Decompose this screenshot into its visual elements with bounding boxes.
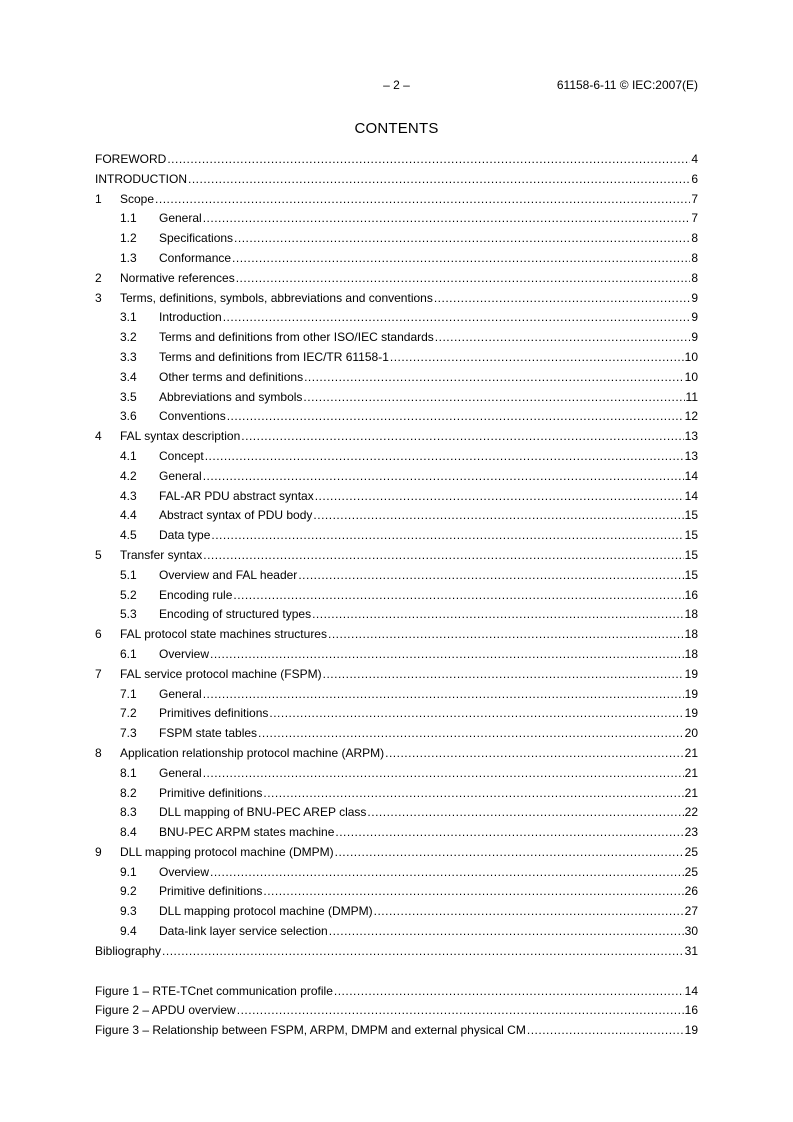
toc-entry[interactable] bbox=[95, 388, 698, 408]
toc-entry-title: Transfer syntax bbox=[120, 547, 203, 562]
toc-entry-title: General bbox=[159, 765, 202, 780]
figure-list-entry[interactable] bbox=[95, 1021, 698, 1041]
toc-entry-page: 18 bbox=[684, 646, 698, 661]
dot-leader bbox=[203, 546, 683, 566]
toc-entry-page: 19 bbox=[684, 686, 698, 701]
dot-leader bbox=[385, 744, 684, 764]
toc-entry-title: FOREWORD bbox=[95, 152, 167, 166]
toc-entry[interactable] bbox=[95, 348, 698, 368]
toc-entry-page: 9 bbox=[691, 330, 698, 345]
toc-entry-title: Concept bbox=[159, 448, 204, 463]
toc-entry[interactable] bbox=[95, 863, 698, 883]
toc-entry-number: 5.2 bbox=[120, 587, 137, 602]
toc-entry-page: 16 bbox=[684, 587, 698, 602]
dot-leader bbox=[237, 1001, 684, 1021]
toc-entry-page: 15 bbox=[684, 508, 698, 523]
toc-entry-page: 10 bbox=[684, 349, 698, 364]
toc-entry-number: 8 bbox=[95, 745, 102, 760]
toc-entry-title: General bbox=[159, 468, 202, 483]
dot-leader bbox=[367, 803, 683, 823]
toc-entry-title: Figure 1 – RTE-TCnet communication profile bbox=[95, 983, 333, 998]
toc-entry-number: 8.3 bbox=[120, 805, 137, 820]
toc-entry-number: 4.1 bbox=[120, 448, 137, 463]
dot-leader bbox=[390, 348, 684, 368]
dot-leader bbox=[435, 328, 691, 348]
toc-entry-number: 4.5 bbox=[120, 528, 137, 543]
toc-entry-title: FAL protocol state machines structures bbox=[120, 627, 327, 642]
dot-leader bbox=[236, 269, 691, 289]
toc-entry-number: 5.1 bbox=[120, 567, 137, 582]
toc-entry-page: 22 bbox=[684, 805, 698, 820]
toc-entry-number: 5 bbox=[95, 547, 102, 562]
toc-entry-page: 14 bbox=[684, 983, 698, 998]
toc-entry-page: 9 bbox=[691, 290, 698, 305]
toc-entry-number: 9.2 bbox=[120, 884, 137, 899]
toc-entry-title: Primitive definitions bbox=[159, 884, 263, 899]
toc-entry[interactable] bbox=[95, 843, 698, 863]
toc-entry-number: 1.3 bbox=[120, 250, 137, 265]
toc-entry-number: 1.1 bbox=[120, 211, 137, 226]
toc-entry-page: 30 bbox=[684, 924, 698, 939]
toc-entry-number: 7 bbox=[95, 666, 102, 681]
dot-leader bbox=[329, 922, 684, 942]
toc-entry-title: DLL mapping of BNU-PEC AREP class bbox=[159, 805, 367, 820]
toc-entry[interactable] bbox=[95, 170, 698, 190]
toc-entry[interactable] bbox=[95, 289, 698, 309]
toc-entry-number: 7.2 bbox=[120, 706, 137, 721]
toc-entry-title: Scope bbox=[120, 191, 155, 206]
toc-entry-number: 6.1 bbox=[120, 646, 137, 661]
toc-entry[interactable] bbox=[95, 586, 698, 606]
toc-entry-number: 3.4 bbox=[120, 369, 137, 384]
toc-entry-number: 1 bbox=[95, 191, 102, 206]
toc-entry-page: 9 bbox=[691, 310, 698, 325]
toc-entry[interactable] bbox=[95, 625, 698, 645]
toc-entry-title: Data type bbox=[159, 528, 211, 543]
toc-entry-page: 11 bbox=[685, 389, 698, 404]
toc-entry-page: 15 bbox=[684, 547, 698, 562]
toc-entry[interactable] bbox=[95, 704, 698, 724]
toc-entry-number: 9.3 bbox=[120, 904, 137, 919]
dot-leader bbox=[210, 645, 684, 665]
toc-entry-number: 3.5 bbox=[120, 389, 137, 404]
toc-entry-title: Figure 3 – Relationship between FSPM, ARPM, DMPM and external physical CM bbox=[95, 1023, 526, 1038]
toc-entry-title: Conventions bbox=[159, 409, 226, 424]
toc-entry-title: General bbox=[159, 211, 202, 226]
toc-entry-number: 4.2 bbox=[120, 468, 137, 483]
toc-entry-page: 25 bbox=[684, 864, 698, 879]
dot-leader bbox=[203, 764, 684, 784]
toc-entry-page: 8 bbox=[691, 250, 698, 265]
toc-entry-title: Bibliography bbox=[95, 943, 162, 958]
toc-entry-number: 3.1 bbox=[120, 310, 137, 325]
table-of-contents bbox=[95, 150, 698, 1041]
toc-entry-number: 9.1 bbox=[120, 864, 137, 879]
toc-entry-page: 7 bbox=[691, 191, 698, 206]
page-number: – 2 – bbox=[383, 78, 410, 92]
dot-leader bbox=[162, 942, 684, 962]
dot-leader bbox=[211, 526, 683, 546]
toc-entry-title: Introduction bbox=[159, 310, 222, 325]
toc-entry-title: Terms and definitions from IEC/TR 61158-1 bbox=[159, 349, 389, 364]
toc-entry-title: Encoding of structured types bbox=[159, 607, 312, 622]
toc-entry-page: 16 bbox=[684, 1003, 698, 1018]
dot-leader bbox=[328, 625, 684, 645]
toc-entry-title: Figure 2 – APDU overview bbox=[95, 1003, 236, 1018]
toc-entry[interactable] bbox=[95, 784, 698, 804]
toc-entry-page: 19 bbox=[684, 706, 698, 721]
toc-entry-page: 12 bbox=[684, 409, 698, 424]
toc-entry[interactable] bbox=[95, 368, 698, 388]
toc-entry-page: 18 bbox=[684, 627, 698, 642]
toc-entry-page: 19 bbox=[684, 1023, 698, 1038]
toc-entry-number: 9 bbox=[95, 844, 102, 859]
toc-entry[interactable] bbox=[95, 150, 698, 170]
toc-entry-number: 8.1 bbox=[120, 765, 137, 780]
dot-leader bbox=[203, 209, 691, 229]
dot-leader bbox=[313, 506, 683, 526]
toc-entry-number: 3.6 bbox=[120, 409, 137, 424]
toc-entry[interactable] bbox=[95, 605, 698, 625]
dot-leader bbox=[210, 863, 684, 883]
toc-entry-title: DLL mapping protocol machine (DMPM) bbox=[159, 904, 373, 919]
section-gap bbox=[95, 962, 698, 982]
toc-entry[interactable] bbox=[95, 308, 698, 328]
toc-entry-number: 4 bbox=[95, 429, 102, 444]
toc-entry-page: 14 bbox=[684, 488, 698, 503]
toc-entry-title: Abstract syntax of PDU body bbox=[159, 508, 313, 523]
toc-entry-page: 31 bbox=[684, 943, 698, 958]
toc-entry-page: 13 bbox=[684, 429, 698, 444]
dot-leader bbox=[227, 407, 684, 427]
toc-entry-title: Overview and FAL header bbox=[159, 567, 298, 582]
toc-entry-title: Overview bbox=[159, 646, 210, 661]
toc-entry-page: 6 bbox=[691, 171, 698, 186]
toc-entry[interactable] bbox=[95, 506, 698, 526]
toc-entry-title: Conformance bbox=[159, 250, 232, 265]
toc-entry[interactable] bbox=[95, 487, 698, 507]
dot-leader bbox=[241, 427, 683, 447]
toc-entry-title: Application relationship protocol machine (ARPM) bbox=[120, 745, 385, 760]
toc-entry-number: 4.3 bbox=[120, 488, 137, 503]
toc-entry-page: 21 bbox=[684, 765, 698, 780]
toc-entry[interactable] bbox=[95, 882, 698, 902]
toc-entry[interactable] bbox=[95, 685, 698, 705]
toc-entry-number: 9.4 bbox=[120, 924, 137, 939]
toc-entry[interactable] bbox=[95, 328, 698, 348]
dot-leader bbox=[335, 843, 684, 863]
toc-entry-number: 3.3 bbox=[120, 349, 137, 364]
dot-leader bbox=[155, 190, 690, 210]
dot-leader bbox=[188, 170, 690, 190]
toc-entry-title: FAL syntax description bbox=[120, 429, 241, 444]
toc-entry-title: Terms and definitions from other ISO/IEC standards bbox=[159, 330, 434, 345]
toc-entry-title: Primitive definitions bbox=[159, 785, 263, 800]
toc-entry-number: 2 bbox=[95, 270, 102, 285]
toc-entry-title: Abbreviations and symbols bbox=[159, 389, 303, 404]
toc-entry-title: Normative references bbox=[120, 270, 235, 285]
toc-entry-number: 6 bbox=[95, 627, 102, 642]
toc-entry[interactable] bbox=[95, 724, 698, 744]
toc-entry-page: 19 bbox=[684, 666, 698, 681]
dot-leader bbox=[315, 487, 684, 507]
dot-leader bbox=[434, 289, 690, 309]
toc-entry-page: 25 bbox=[684, 844, 698, 859]
dot-leader bbox=[269, 704, 683, 724]
dot-leader bbox=[232, 249, 690, 269]
standard-identifier: 61158-6-11 © IEC:2007(E) bbox=[556, 78, 698, 92]
toc-entry-page: 8 bbox=[691, 270, 698, 285]
toc-entry[interactable] bbox=[95, 823, 698, 843]
toc-entry-title: BNU-PEC ARPM states machine bbox=[159, 825, 335, 840]
toc-entry[interactable] bbox=[95, 209, 698, 229]
toc-entry-title: Encoding rule bbox=[159, 587, 233, 602]
toc-entry-page: 18 bbox=[684, 607, 698, 622]
dot-leader bbox=[203, 467, 684, 487]
toc-entry-page: 4 bbox=[691, 152, 698, 166]
toc-entry-title: Data-link layer service selection bbox=[159, 924, 328, 939]
toc-entry[interactable] bbox=[95, 566, 698, 586]
dot-leader bbox=[263, 882, 683, 902]
toc-entry[interactable] bbox=[95, 467, 698, 487]
toc-entry-page: 21 bbox=[684, 785, 698, 800]
toc-entry-page: 27 bbox=[684, 904, 698, 919]
dot-leader bbox=[527, 1021, 684, 1041]
figure-list-entry[interactable] bbox=[95, 1001, 698, 1021]
toc-entry[interactable] bbox=[95, 427, 698, 447]
toc-entry-page: 26 bbox=[684, 884, 698, 899]
figure-list-entry[interactable] bbox=[95, 982, 698, 1002]
toc-entry[interactable] bbox=[95, 764, 698, 784]
dot-leader bbox=[234, 229, 690, 249]
toc-entry-page: 8 bbox=[691, 231, 698, 246]
toc-entry-page: 15 bbox=[684, 567, 698, 582]
dot-leader bbox=[304, 368, 684, 388]
dot-leader bbox=[205, 447, 684, 467]
toc-entry-title: General bbox=[159, 686, 202, 701]
toc-entry-title: Terms, definitions, symbols, abbreviations and conventions bbox=[120, 290, 433, 305]
dot-leader bbox=[233, 586, 683, 606]
toc-entry-title: DLL mapping protocol machine (DMPM) bbox=[120, 844, 334, 859]
toc-entry-page: 10 bbox=[684, 369, 698, 384]
dot-leader bbox=[334, 982, 684, 1002]
toc-entry[interactable] bbox=[95, 665, 698, 685]
toc-entry[interactable] bbox=[95, 249, 698, 269]
dot-leader bbox=[303, 388, 684, 408]
toc-entry[interactable] bbox=[95, 269, 698, 289]
toc-entry-number: 3.2 bbox=[120, 330, 137, 345]
dot-leader bbox=[298, 566, 683, 586]
toc-entry-page: 14 bbox=[684, 468, 698, 483]
dot-leader bbox=[263, 784, 683, 804]
toc-entry-page: 13 bbox=[684, 448, 698, 463]
toc-entry-title: FAL service protocol machine (FSPM) bbox=[120, 666, 322, 681]
dot-leader bbox=[223, 308, 691, 328]
toc-entry-title: FSPM state tables bbox=[159, 726, 258, 741]
toc-entry-number: 8.4 bbox=[120, 825, 137, 840]
toc-entry-title: Specifications bbox=[159, 231, 234, 246]
toc-entry[interactable] bbox=[95, 447, 698, 467]
toc-entry-title: Other terms and definitions bbox=[159, 369, 304, 384]
toc-entry[interactable] bbox=[95, 229, 698, 249]
contents-title: CONTENTS bbox=[354, 120, 439, 137]
toc-entry-title: Primitives definitions bbox=[159, 706, 269, 721]
toc-entry[interactable] bbox=[95, 942, 698, 962]
toc-entry-number: 8.2 bbox=[120, 785, 137, 800]
toc-entry[interactable] bbox=[95, 645, 698, 665]
dot-leader bbox=[335, 823, 683, 843]
toc-entry-number: 7.3 bbox=[120, 726, 137, 741]
toc-entry[interactable] bbox=[95, 744, 698, 764]
toc-entry[interactable] bbox=[95, 922, 698, 942]
toc-entry-number: 1.2 bbox=[120, 231, 137, 246]
dot-leader bbox=[258, 724, 684, 744]
toc-entry[interactable] bbox=[95, 526, 698, 546]
dot-leader bbox=[374, 902, 684, 922]
toc-entry[interactable] bbox=[95, 902, 698, 922]
toc-entry-page: 21 bbox=[684, 745, 698, 760]
dot-leader bbox=[203, 685, 684, 705]
toc-entry-number: 5.3 bbox=[120, 607, 137, 622]
toc-entry[interactable] bbox=[95, 803, 698, 823]
toc-entry[interactable] bbox=[95, 190, 698, 210]
dot-leader bbox=[312, 605, 684, 625]
toc-entry-page: 20 bbox=[684, 726, 698, 741]
dot-leader bbox=[167, 150, 690, 170]
toc-entry[interactable] bbox=[95, 546, 698, 566]
toc-entry-title: Overview bbox=[159, 864, 210, 879]
toc-entry-number: 4.4 bbox=[120, 508, 137, 523]
toc-entry[interactable] bbox=[95, 407, 698, 427]
dot-leader bbox=[323, 665, 684, 685]
toc-entry-title: FAL-AR PDU abstract syntax bbox=[159, 488, 314, 503]
toc-entry-number: 3 bbox=[95, 290, 102, 305]
toc-entry-page: 23 bbox=[684, 825, 698, 840]
toc-entry-number: 7.1 bbox=[120, 686, 137, 701]
toc-entry-page: 15 bbox=[684, 528, 698, 543]
toc-entry-page: 7 bbox=[691, 211, 698, 226]
toc-entry-title: INTRODUCTION bbox=[95, 171, 187, 186]
